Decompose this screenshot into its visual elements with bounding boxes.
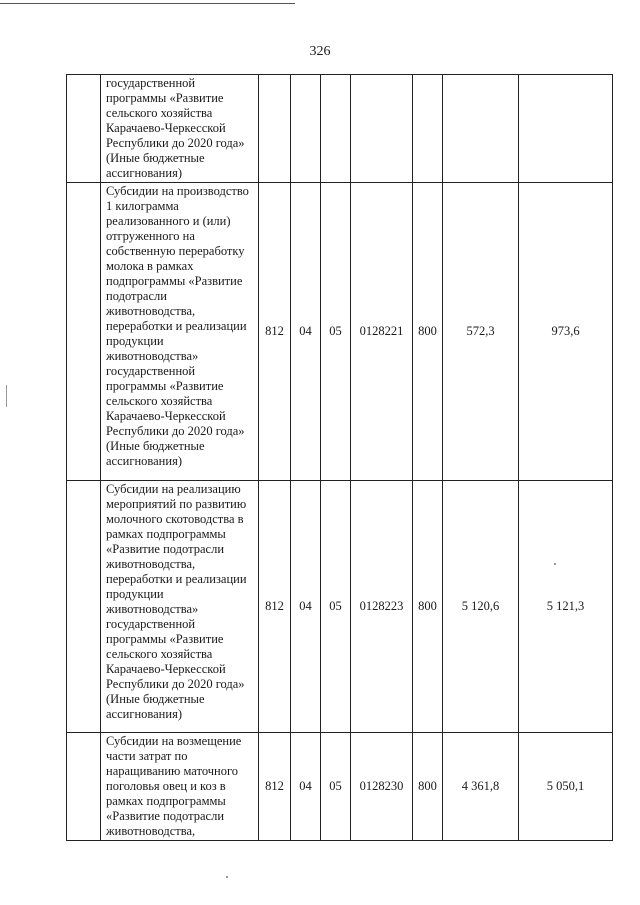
target-code: 0128221 <box>351 183 413 481</box>
section-code: 04 <box>291 733 321 841</box>
amount-1: 572,3 <box>443 183 519 481</box>
expense-type-code: 800 <box>413 733 443 841</box>
expense-type-code: 800 <box>413 481 443 733</box>
item-name: Субсидии на производство 1 килограмма реализованного и (или) отгруженного на собственную переработку молока в рамках подпрограммы «Развитие подотрасли животноводства, переработки и реализации продукции животноводства» государственной программы «Развитие сельского хозяйства Карачаево-Черкесской Республики до 2020 года» (Иные бюджетные ассигнования) <box>101 183 259 481</box>
blank-cell <box>67 733 101 841</box>
ministry-code: 812 <box>259 481 291 733</box>
subsection-code: 05 <box>321 733 351 841</box>
amount-2: 5 121,3 <box>519 481 613 733</box>
subsection-code: 05 <box>321 183 351 481</box>
amount-2: 5 050,1 <box>519 733 613 841</box>
table-row <box>67 733 613 841</box>
expense-type-code <box>413 75 443 183</box>
subsection-code <box>321 75 351 183</box>
blank-cell <box>67 183 101 481</box>
table-row <box>67 183 613 481</box>
blank-cell <box>67 481 101 733</box>
table-row <box>67 481 613 733</box>
section-code <box>291 75 321 183</box>
ministry-code: 812 <box>259 733 291 841</box>
target-code: 0128230 <box>351 733 413 841</box>
item-name: государственной программы «Развитие сельского хозяйства Карачаево-Черкесской Республики до 2020 года» (Иные бюджетные ассигнования) <box>101 75 259 183</box>
blank-cell <box>67 75 101 183</box>
amount-1: 4 361,8 <box>443 733 519 841</box>
section-code: 04 <box>291 183 321 481</box>
target-code <box>351 75 413 183</box>
ministry-code: 812 <box>259 183 291 481</box>
table-row <box>67 75 613 183</box>
ministry-code <box>259 75 291 183</box>
top-rule <box>0 3 295 4</box>
margin-mark <box>6 385 7 407</box>
section-code: 04 <box>291 481 321 733</box>
budget-table <box>66 74 613 841</box>
amount-2: 973,6 <box>519 183 613 481</box>
page-number: 326 <box>309 44 331 59</box>
item-name: Субсидии на реализацию мероприятий по развитию молочного скотоводства в рамках подпрограммы «Развитие подотрасли животноводства, переработки и реализации продукции животноводства» государственной программы «Развитие сельского хозяйства Карачаево-Черкесской Республики до 2020 года» (Иные бюджетные ассигнования) <box>101 481 259 733</box>
amount-1 <box>443 75 519 183</box>
amount-2 <box>519 75 613 183</box>
target-code: 0128223 <box>351 481 413 733</box>
expense-type-code: 800 <box>413 183 443 481</box>
subsection-code: 05 <box>321 481 351 733</box>
item-name: Субсидии на возмещение части затрат по наращиванию маточного поголовья овец и коз в рамках подпрограммы «Развитие подотрасли животноводства, <box>101 733 259 841</box>
amount-1: 5 120,6 <box>443 481 519 733</box>
scan-speck <box>226 876 228 878</box>
